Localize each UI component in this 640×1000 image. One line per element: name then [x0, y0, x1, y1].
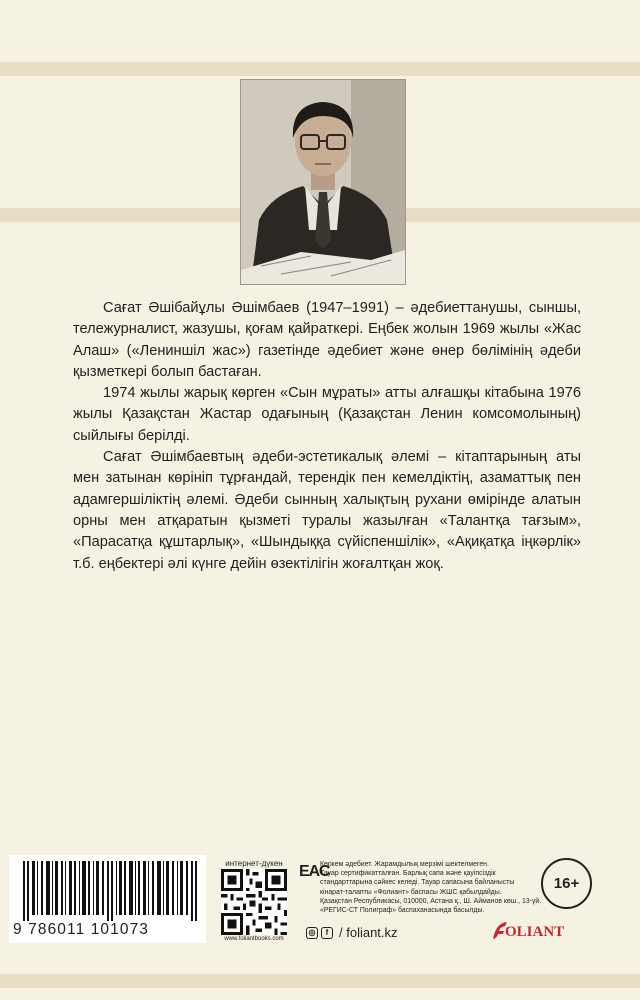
age-rating-badge: 16+ — [541, 858, 592, 909]
foliant-logo — [491, 919, 571, 941]
info-line: Қазақстан Республикасы, 010000, Астана қ., Ш. Айманов көш., 13-үй. — [320, 897, 542, 905]
social-links — [306, 925, 398, 940]
isbn-number: 9 786011 101073 — [13, 921, 150, 938]
svg-text:OLIANT: OLIANT — [505, 924, 565, 940]
bio-paragraph: 1974 жылы жарық көрген «Сын мұраты» атты алғашқы кітабына 1976 жылы Қазақстан Жастар одағының (Қазақстан Ленин комсомолының) сыйлығы берілді. — [73, 385, 581, 444]
decorative-stripe-bottom — [0, 974, 640, 988]
barcode-icon — [23, 861, 199, 921]
qr-label: интернет-дүкен — [225, 859, 283, 868]
social-handle[interactable]: / foliant.kz — [339, 925, 398, 940]
decorative-stripe-top — [0, 62, 640, 76]
qr-url: www.foliantbooks.com — [224, 936, 284, 942]
eac-mark: ЕАС — [299, 863, 330, 880]
info-line: стандарттарына сәйкес келеді. Тауар сапасына байланысты — [320, 879, 515, 887]
bio-paragraph: Сағат Әшімбаевтың әдеби-эстетикалық әлемі – кітаптарының аты мен затынан көрініп тұрғандай, терендік пен кемелдіктің, азаматтық пен адамгершіліктің әлемі. Әдеби сынның халықтың рухани өмірінде алатын орны мен атқаратын қызметі туралы жазылған «Талантқа тағзым», «Парасатқа құштарлық», «Шындыққа сүйіспеншілік», «Ақиқатқа іңкәрлік» т.б. еңбектері әлі күнге дейін өзектілігін жоғалтқан жоқ. — [73, 449, 581, 572]
qr-code-icon[interactable] — [221, 869, 287, 935]
instagram-icon[interactable]: ◎ — [306, 927, 318, 939]
publication-info — [320, 860, 542, 915]
isbn-barcode — [9, 855, 206, 943]
bio-paragraph: Сағат Әшібайұлы Әшімбаев (1947–1991) – әдебиеттанушы, сыншы, тележурналист, жазушы, қоғам қайраткері. Еңбек жолын 1969 жылы «Жас Алаш» («Лениншіл жас») газетінде әдебиет және өнер бөлімінің әдеби қызметкері болып бастаған. — [73, 300, 581, 380]
info-line: кінарат-талапты «Фолиант» баспасы ЖШС қабылдайды. — [320, 888, 502, 896]
facebook-icon[interactable]: f — [321, 927, 333, 939]
info-line: Көркем әдебиет. Жарамдылық мерзімі шектелмеген. — [320, 861, 489, 868]
info-line: Тауар сертификатталған. Барлық сапа және қауіпсіздік — [320, 870, 496, 878]
info-line: «РЕГИС-СТ Полиграф» баспаханасында басылды. — [320, 907, 485, 915]
author-photo — [240, 79, 406, 285]
author-biography — [73, 298, 581, 575]
